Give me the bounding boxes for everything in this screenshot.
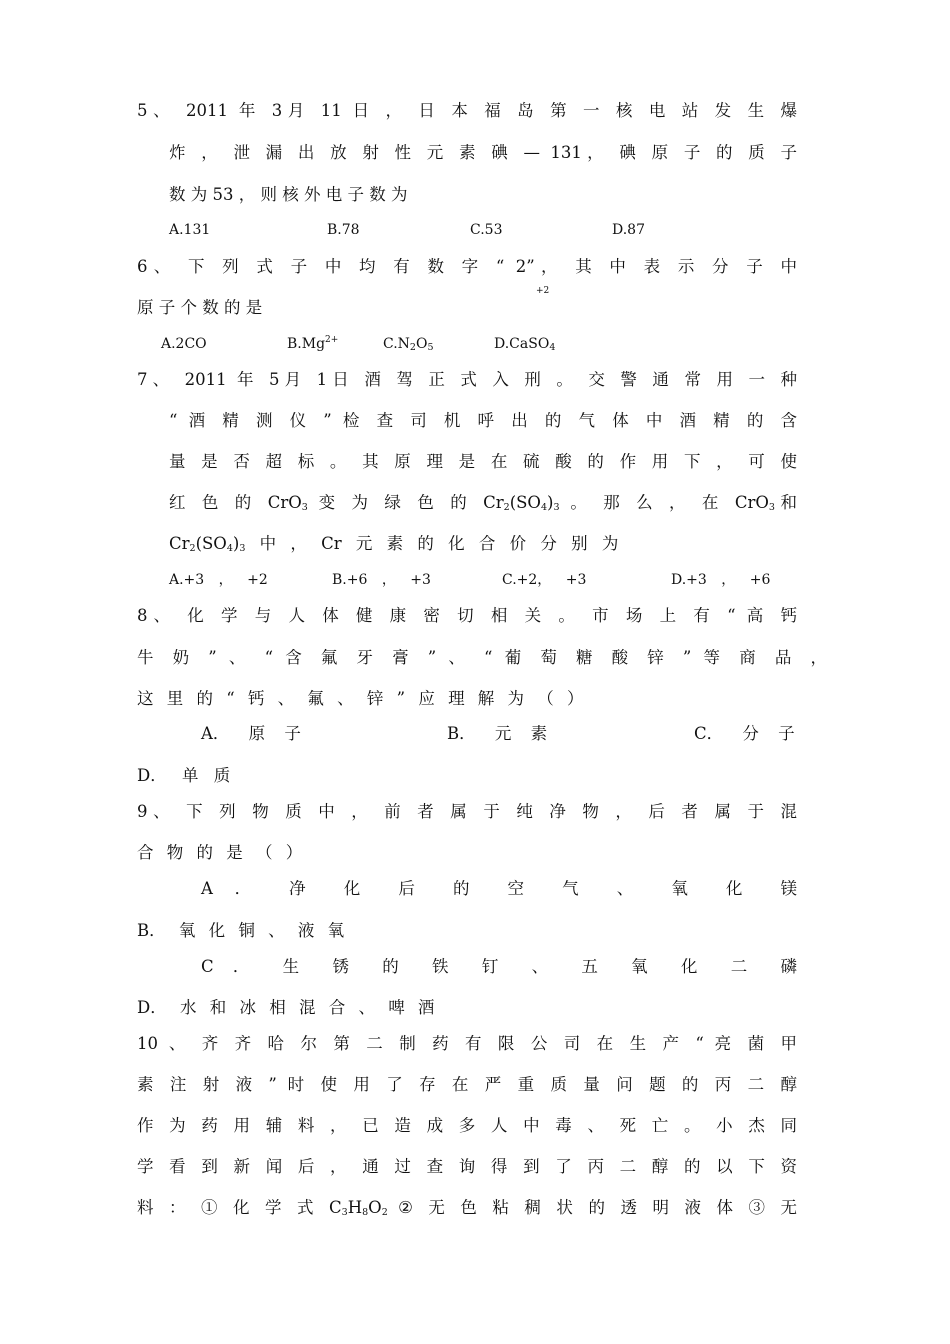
q10-line-3: 作 为 药 用 辅 料 ， 已 造 成 多 人 中 毒 、 死 亡 。 小 杰 同: [137, 1116, 797, 1135]
q5-option-a: A.131: [169, 222, 211, 238]
q7-line-2: “ 酒 精 测 仪 ” 检 查 司 机 呼 出 的 气 体 中 酒 精 的 含: [169, 411, 797, 430]
q9-line-6: D． 水 和 冰 相 混 合 、 啤 酒: [137, 998, 435, 1017]
q7-line-3: 量 是 否 超 标 。 其 原 理 是 在 硫 酸 的 作 用 下 ， 可 使: [169, 452, 797, 471]
q9-line-2: 合 物 的 是 （ ）: [137, 843, 303, 862]
q7-option-d: D.+3 ， +6: [671, 572, 771, 588]
q8-options-row: [201, 724, 799, 746]
q7-option-a: A.+3 ， +2: [169, 572, 268, 588]
q7-line-1: 7、 2011 年 5月 1日 酒 驾 正 式 入 刑 。 交 警 通 常 用 一 种: [137, 370, 797, 389]
q5-option-c: C.53: [470, 222, 503, 238]
q9-line-4: B． 氧 化 铜 、 液 氧: [137, 921, 345, 940]
q8-line-3: 这 里 的 “ 钙 、 氟 、 锌 ” 应 理 解 为 （ ）: [137, 689, 584, 708]
q5-line-1: 5、 2011 年 3月 11 日 ， 日 本 福 岛 第 一 核 电 站 发 生 爆: [137, 101, 797, 120]
q6-option-c: $C.N_2O_5$: [383, 336, 434, 353]
q6-options: [161, 334, 781, 354]
q5-option-b: B.78: [327, 222, 360, 238]
q10-line-4: 学 看 到 新 闻 后 ， 通 过 查 询 得 到 了 丙 二 醇 的 以 下 资: [137, 1157, 797, 1176]
q6-line-1: 6、 下 列 式 子 中 均 有 数 字 “ 2”， 其 中 表 示 分 子 中: [137, 257, 797, 276]
q10-line-2: 素 注 射 液 ” 时 使 用 了 存 在 严 重 质 量 问 题 的 丙 二 醇: [137, 1075, 797, 1094]
q7-line-5: $Cr_2(SO_4)_3$ 中 ， Cr 元 素 的 化 合 价 分 别 为: [169, 534, 619, 554]
q8-option-a: A． 原 子: [201, 724, 301, 743]
q8-option-d: D． 单 质: [137, 766, 231, 785]
q10-line-1: 10 、 齐 齐 哈 尔 第 二 制 药 有 限 公 司 在 生 产 “ 亮 菌 甲: [137, 1034, 797, 1053]
q6-line-2: 原 子 个 数 的 是: [137, 298, 263, 317]
q6-valence-mark: +2: [536, 286, 550, 296]
q8-line-1: 8、 化 学 与 人 体 健 康 密 切 相 关 。 市 场 上 有 “ 高 钙: [137, 606, 797, 625]
q8-option-c: C． 分 子: [694, 724, 795, 743]
q6-option-a: A.2CO: [161, 336, 207, 352]
q5-line-2: 炸 ， 泄 漏 出 放 射 性 元 素 碘 — 131， 碘 原 子 的 质 子: [169, 143, 797, 162]
q6-option-b: $B.Mg^{2+}$: [287, 335, 339, 352]
q5-options: [169, 220, 769, 240]
q7-options: [169, 570, 789, 590]
q5-option-d: D.87: [612, 222, 645, 238]
q9-line-5: C ． 生 锈 的 铁 钉 、 五 氧 化 二 磷: [201, 957, 797, 976]
q7-option-c: C.+2， +3: [502, 572, 587, 588]
q9-line-1: 9、 下 列 物 质 中 ， 前 者 属 于 纯 净 物 ， 后 者 属 于 混: [137, 802, 797, 821]
q6-option-d: D.CaSO$_4$: [494, 336, 556, 353]
q9-line-3: A ． 净 化 后 的 空 气 、 氧 化 镁: [201, 879, 797, 898]
q7-option-b: B.+6 ， +3: [332, 572, 431, 588]
q7-line-4: 红 色 的 CrO$_3$ 变 为 绿 色 的 $Cr_2(SO_4)_3$ 。 那 么 ， 在 CrO$_3$和: [169, 493, 797, 513]
q8-line-2: 牛 奶 ” 、 “ 含 氟 牙 膏 ” 、 “ 葡 萄 糖 酸 锌 ” 等 商 品 ，: [137, 648, 827, 667]
q8-option-b: B． 元 素: [447, 724, 548, 743]
q10-line-5: 料 ： ① 化 学 式 $C_3H_8O_2$ ② 无 色 粘 稠 状 的 透 明 液 体 ③ 无: [137, 1198, 797, 1218]
q5-line-3: 数 为 53 ， 则 核 外 电 子 数 为: [169, 185, 408, 204]
